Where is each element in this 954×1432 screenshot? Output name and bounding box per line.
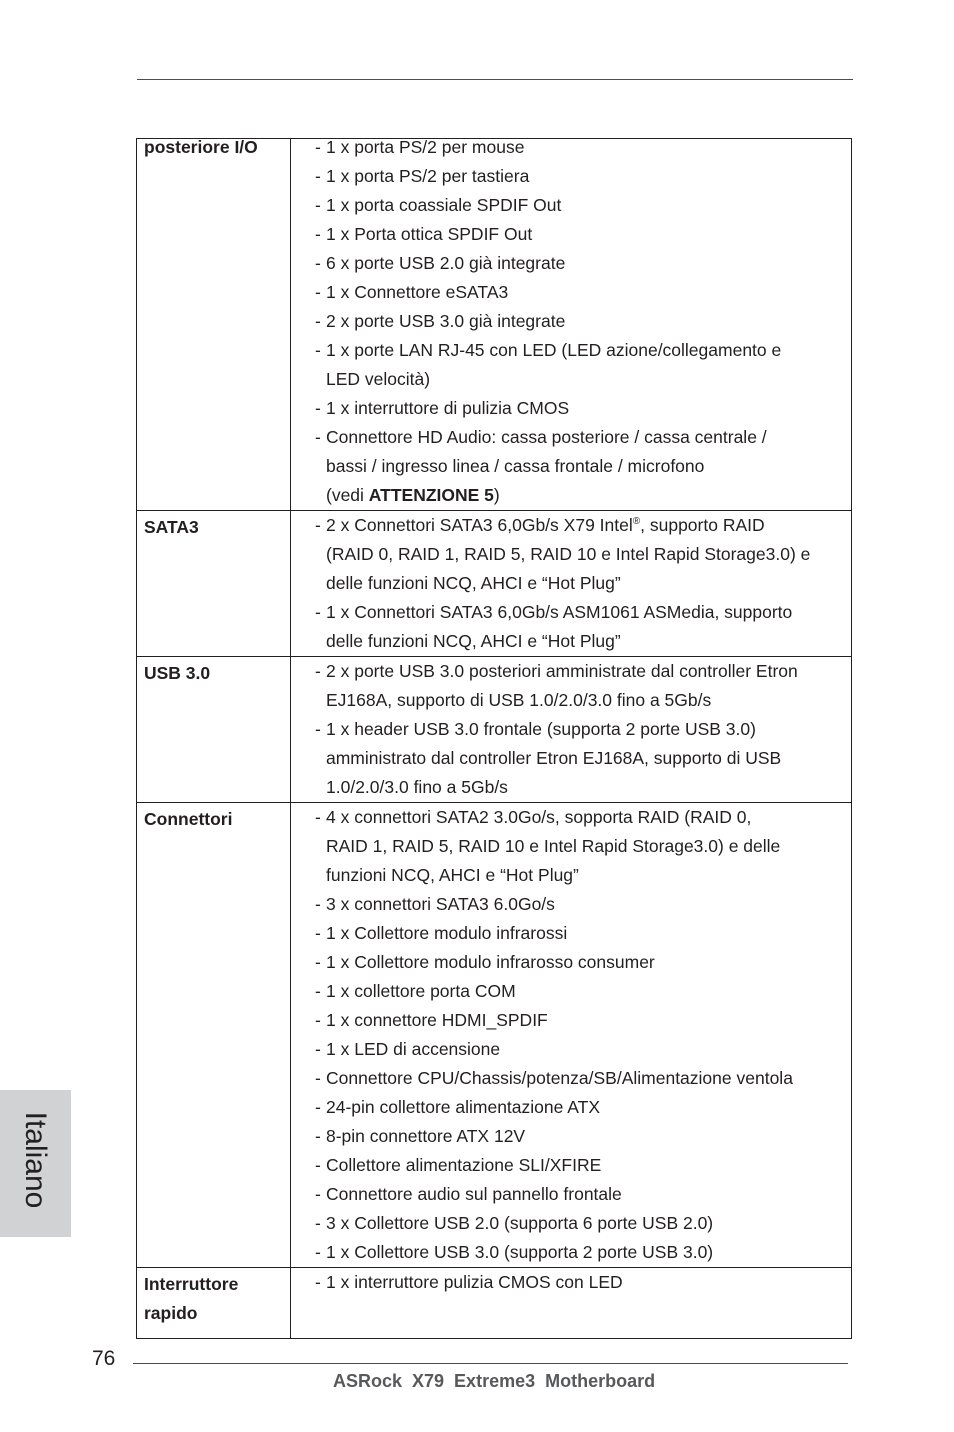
spec-item: - 1 x Collettore modulo infrarosso consumer [315, 952, 655, 972]
spec-item: - 1 x collettore porta COM [315, 981, 516, 1001]
footer-title: ASRock X79 Extreme3 Motherboard [333, 1371, 656, 1391]
spec-item: - 1 x porta PS/2 per tastiera [315, 166, 530, 186]
spec-label: USB 3.0 [144, 663, 211, 683]
spec-table [136, 138, 852, 1339]
spec-item: - 24-pin collettore alimentazione ATX [315, 1097, 600, 1117]
spec-row-interruttore [137, 1268, 852, 1339]
spec-item: - 2 x porte USB 3.0 già integrate [315, 311, 566, 331]
spec-content [291, 139, 852, 511]
spec-item: - Connettore HD Audio: cassa posteriore / cassa centrale / bassi / ingresso linea / cassa frontale / microfono (vedi ATTENZIONE 5) [315, 427, 767, 505]
spec-content [291, 657, 852, 803]
spec-label: posteriore I/O [144, 137, 258, 157]
spec-label: Connettori [144, 809, 233, 829]
spec-item: - 1 x porta coassiale SPDIF Out [315, 195, 562, 215]
spec-item: - 8-pin connettore ATX 12V [315, 1126, 526, 1146]
spec-item: - 4 x connettori SATA2 3.0Go/s, sopporta RAID (RAID 0, RAID 1, RAID 5, RAID 10 e Intel Rapid Storage3.0) e delle funzioni NCQ, AHCI e “Hot Plug” [315, 807, 781, 885]
spec-label: SATA3 [144, 517, 199, 537]
spec-item: - 1 x header USB 3.0 frontale (supporta 2 porte USB 3.0) amministrato dal controller Etron EJ168A, supporto di USB 1.0/2.0/3.0 fino a 5Gb/s [315, 719, 782, 797]
spec-item: - 1 x Porta ottica SPDIF Out [315, 224, 533, 244]
spec-item: - 1 x Collettore USB 3.0 (supporta 2 porte USB 3.0) [315, 1242, 714, 1262]
spec-item: - Connettore CPU/Chassis/potenza/SB/Alimentazione ventola [315, 1068, 793, 1088]
spec-label: Interruttore rapido [144, 1274, 239, 1323]
spec-row-connettori [137, 803, 852, 1268]
page-number: 76 [92, 1347, 116, 1370]
language-tab-label: Italiano [19, 1111, 52, 1209]
spec-item: - 6 x porte USB 2.0 già integrate [315, 253, 566, 273]
spec-item: - 2 x Connettori SATA3 6,0Gb/s X79 Intel®, supporto RAID (RAID 0, RAID 1, RAID 5, RAID 10 e Intel Rapid Storage3.0) e delle funzioni NCQ, AHCI e “Hot Plug” [315, 515, 811, 593]
spec-item: - 1 x porte LAN RJ-45 con LED (LED azione/collegamento e LED velocità) [315, 340, 782, 389]
spec-item: - Collettore alimentazione SLI/XFIRE [315, 1155, 602, 1175]
spec-item: - 2 x porte USB 3.0 posteriori amministrate dal controller Etron EJ168A, supporto di USB 1.0/2.0/3.0 fino a 5Gb/s [315, 661, 798, 710]
spec-item: - 3 x connettori SATA3 6.0Go/s [315, 894, 555, 914]
spec-item: - 1 x LED di accensione [315, 1039, 501, 1059]
bottom-rule [133, 1363, 848, 1364]
spec-item: - 1 x interruttore di pulizia CMOS [315, 398, 570, 418]
note: (vedi ATTENZIONE 5) [326, 485, 500, 505]
spec-row-rear-io [137, 139, 852, 511]
spec-item: - 1 x Connettore eSATA3 [315, 282, 509, 302]
spec-item: - 1 x interruttore pulizia CMOS con LED [315, 1272, 623, 1292]
spec-item: - 1 x Collettore modulo infrarossi [315, 923, 568, 943]
spec-row-sata3 [137, 511, 852, 657]
spec-content [291, 511, 852, 657]
spec-item: - 3 x Collettore USB 2.0 (supporta 6 porte USB 2.0) [315, 1213, 714, 1233]
spec-content [291, 1268, 852, 1339]
spec-item: - 1 x porta PS/2 per mouse [315, 137, 525, 157]
spec-item: - 1 x connettore HDMI_SPDIF [315, 1010, 548, 1030]
spec-item: - Connettore audio sul pannello frontale [315, 1184, 622, 1204]
spec-item: - 1 x Connettori SATA3 6,0Gb/s ASM1061 ASMedia, supporto delle funzioni NCQ, AHCI e “Hot Plug” [315, 602, 793, 651]
spec-row-usb3 [137, 657, 852, 803]
top-rule [137, 79, 853, 80]
spec-content [291, 803, 852, 1268]
